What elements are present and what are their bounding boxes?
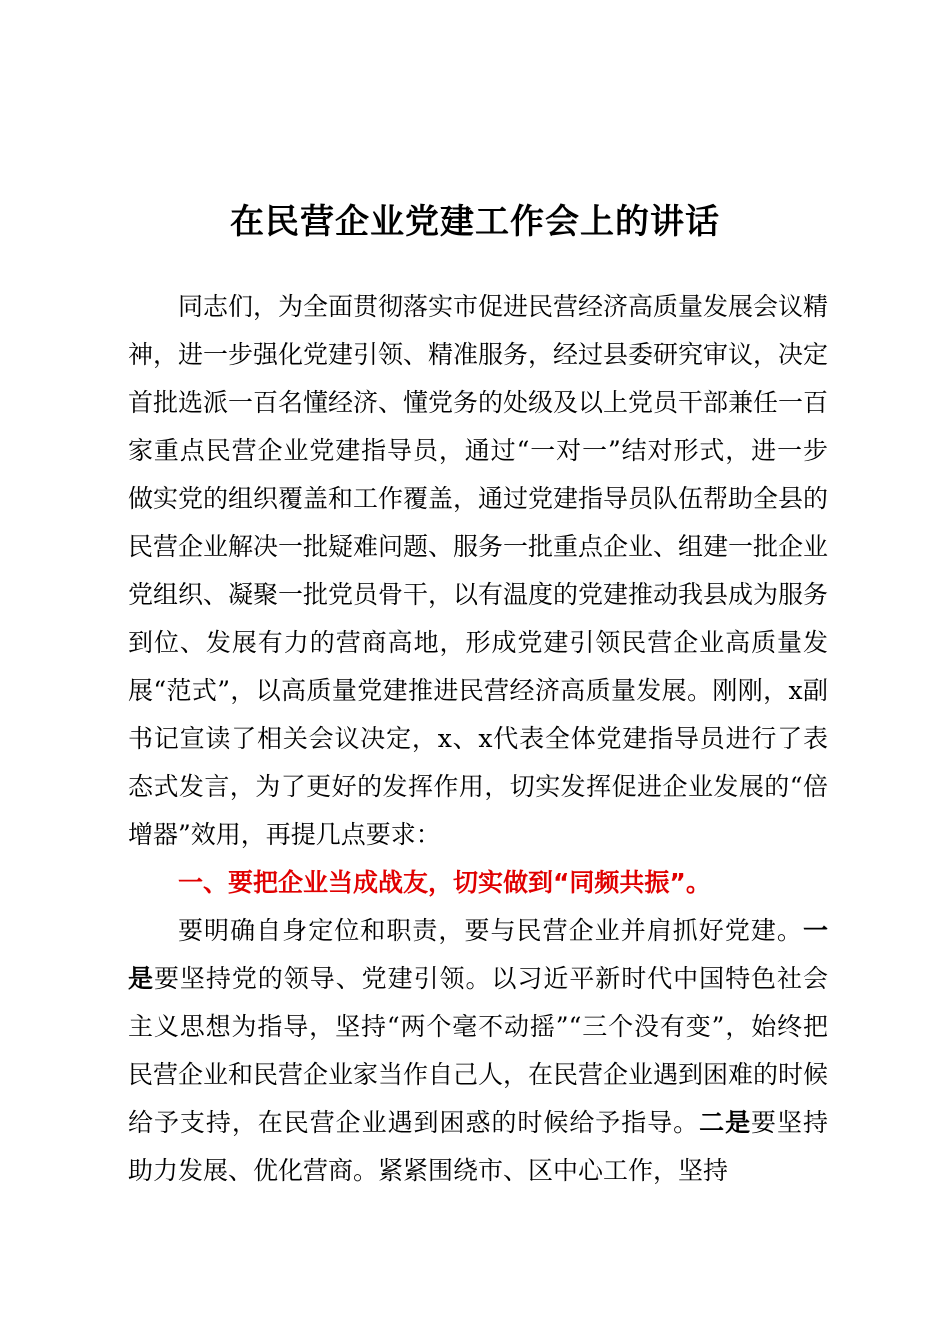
section-1-lead: 要明确自身定位和职责，要与民营企业并肩抓好党建。	[178, 916, 803, 945]
section-1-heading: 一、要把企业当成战友，切实做到“同频共振”。	[178, 868, 711, 897]
point-1-text: 要坚持党的领导、党建引领。以习近平新时代中国特色社会主义思想为指导，坚持“两个毫不动摇”“三个没有变”，始终把民营企业和民营企业家当作自己人，在民营企业遇到困难的时候给予支持，在民营企业遇到困惑的时候给予指导。	[128, 964, 829, 1137]
point-2-marker: 二是	[699, 1108, 752, 1137]
section-1-paragraph	[128, 907, 828, 1195]
document-body	[128, 283, 828, 1195]
point-2-text: 要坚持助力发展、优化营商。紧紧围绕市、区中心工作，坚持	[128, 1108, 828, 1185]
point-1-marker: 一是	[128, 916, 828, 993]
intro-paragraph: 同志们，为全面贯彻落实市促进民营经济高质量发展会议精神，进一步强化党建引领、精准服务，经过县委研究审议，决定首批选派一百名懂经济、懂党务的处级及以上党员干部兼任一百家重点民营企业党建指导员，通过“一对一”结对形式，进一步做实党的组织覆盖和工作覆盖，通过党建指导员队伍帮助全县的民营企业解决一批疑难问题、服务一批重点企业、组建一批企业党组织、凝聚一批党员骨干，以有温度的党建推动我县成为服务到位、发展有力的营商高地，形成党建引领民营企业高质量发展“范式”，以高质量党建推进民营经济高质量发展。刚刚，x副书记宣读了相关会议决定，x、x代表全体党建指导员进行了表态式发言，为了更好的发挥作用，切实发挥促进企业发展的“倍增器”效用，再提几点要求：	[128, 292, 829, 849]
document-title: 在民营企业党建工作会上的讲话	[230, 202, 720, 242]
